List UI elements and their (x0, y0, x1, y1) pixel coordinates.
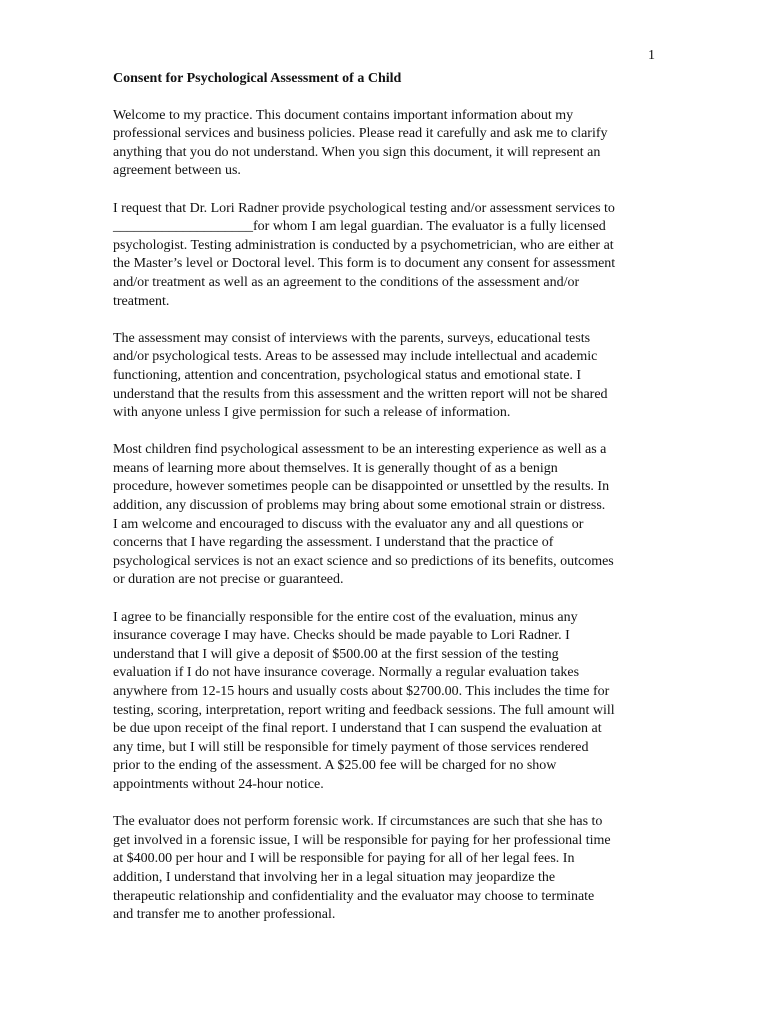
paragraph-request: I request that Dr. Lori Radner provide psychological testing and/or assessment services to ____________________for whom I am legal guardian. The evaluator is a fully licensed psychologist. Testing administration is conducted by a psychometrician, who are either at the Master’s level or Doctoral level. This form is to document any consent for assessment and/or treatment as well as an agreement to the conditions of the assessment and/or treatment. (113, 200, 616, 309)
page-number: 1 (648, 48, 655, 63)
paragraph-experience: Most children find psychological assessment to be an interesting experience as well as a means of learning more about themselves. It is generally thought of as a benign procedure, however sometimes people can be disappointed or unsettled by the results. In addition, any discussion of problems may bring about some emotional strain or distress. I am welcome and encouraged to discuss with the evaluator any and all questions or concerns that I have regarding the assessment. I understand that the practice of psychological services is not an exact science and so predictions of its benefits, outcomes or duration are not precise or guaranteed. (113, 442, 614, 588)
document-title: Consent for Psychological Assessment of a Child (113, 71, 402, 86)
paragraph-welcome: Welcome to my practice. This document contains important information about my professional services and business policies. Please read it carefully and ask me to clarify anything that you do not understand. When you sign this document, it will represent an agreement between us. (113, 107, 608, 179)
paragraph-assessment-scope: The assessment may consist of interviews with the parents, surveys, educational tests and/or psychological tests. Areas to be assessed may include intellectual and academic functioning, attention and concentration, psychological status and emotional state. I understand that the results from this assessment and the written report will not be shared with anyone unless I give permission for such a release of information. (113, 330, 608, 421)
paragraph-forensic: The evaluator does not perform forensic work. If circumstances are such that she has to get involved in a forensic issue, I will be responsible for paying for her professional time at $400.00 per hour and I will be responsible for paying for all of her legal fees. In addition, I understand that involving her in a legal situation may jeopardize the therapeutic relationship and confidentiality and the evaluator may choose to terminate and transfer me to another professional. (113, 814, 611, 923)
document-body (113, 70, 659, 943)
paragraph-financial: I agree to be financially responsible for the entire cost of the evaluation, minus any insurance coverage I may have. Checks should be made payable to Lori Radner. I understand that I will give a deposit of $500.00 at the first session of the testing evaluation if I do not have insurance coverage. Normally a regular evaluation takes anywhere from 12-15 hours and usually costs about $2700.00. This includes the time for testing, scoring, interpretation, report writing and feedback sessions. The full amount will be due upon receipt of the final report. I understand that I can suspend the evaluation at any time, but I will still be responsible for timely payment of those services rendered prior to the ending of the assessment. A $25.00 fee will be charged for no show appointments without 24-hour notice. (113, 609, 615, 792)
